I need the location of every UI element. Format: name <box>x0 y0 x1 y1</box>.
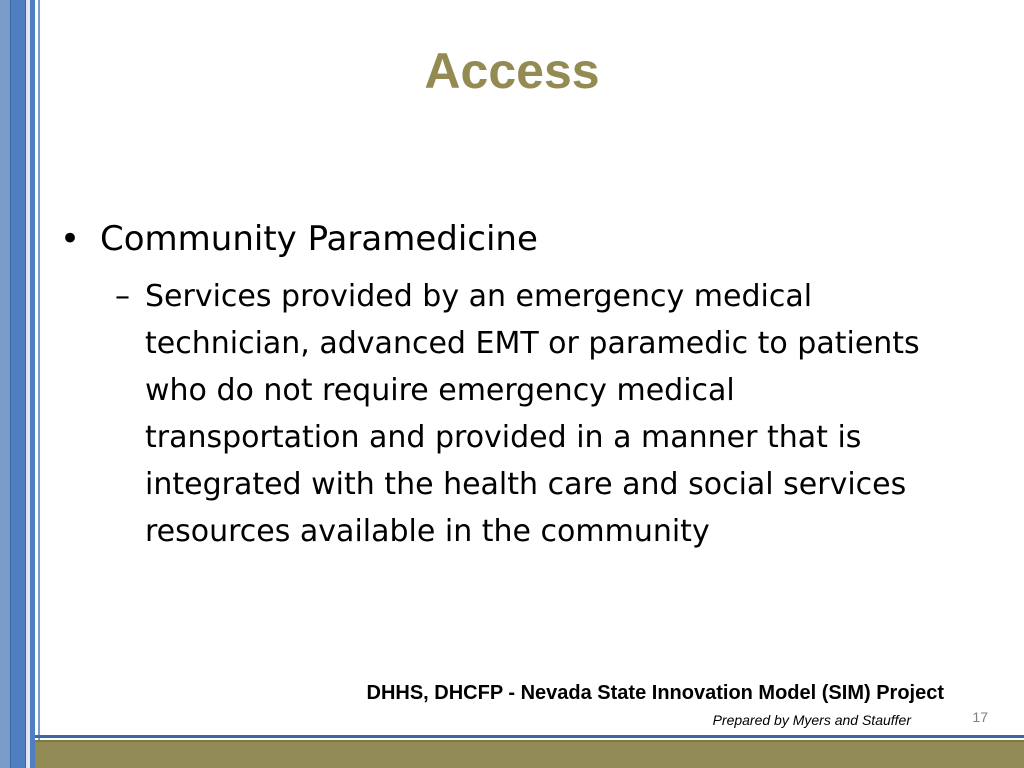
left-decor-bar <box>30 0 35 768</box>
footer-project-title: DHHS, DHCFP - Nevada State Innovation Model (SIM) Project <box>366 682 944 704</box>
footer-prepared-by: Prepared by Myers and Stauffer <box>712 712 911 728</box>
left-decor-line <box>38 0 40 768</box>
bullet-item <box>60 215 980 263</box>
sub-bullet-item <box>115 273 980 555</box>
sub-bullet-text: Services provided by an emergency medical technician, advanced EMT or paramedic to patients who do not require emergency medical transportation and provided in a manner that is integrated with the health care and social services resources available in the community <box>145 279 920 549</box>
slide-content <box>60 215 980 555</box>
bullet-icon: • <box>60 219 81 259</box>
left-decor-bar <box>10 0 26 768</box>
page-number: 17 <box>972 709 988 725</box>
bottom-decor-bar <box>35 740 1024 768</box>
bullet-text: Community Paramedicine <box>100 219 538 259</box>
bottom-decor-line <box>35 735 1024 738</box>
slide-title: Access <box>424 43 600 99</box>
dash-icon: – <box>115 279 130 314</box>
left-decor-bar <box>0 0 10 768</box>
